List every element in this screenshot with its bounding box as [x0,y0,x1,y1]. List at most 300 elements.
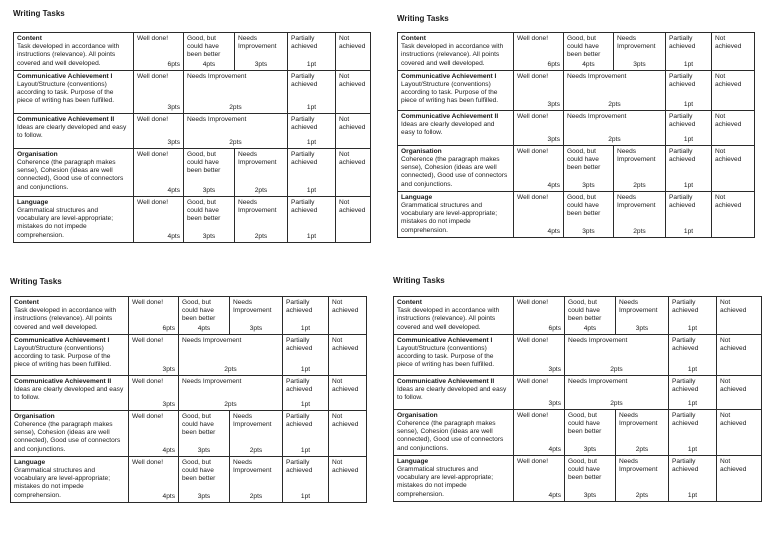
criterion-description: Layout/Structure (conventions) according to task. Purpose of the piece of writing has been fulfilled. [17,81,115,105]
level-points: 6pts [548,324,561,332]
level-points: 1pt [300,365,311,373]
level-label: Not achieved [339,198,366,215]
level-label: Not achieved [720,411,747,428]
criterion-cell [11,410,129,456]
level-label: Well done! [137,72,169,80]
level-cell [564,191,614,237]
criterion-name: Organisation [401,147,442,155]
criterion-name: Communicative Achievement II [401,112,499,120]
level-cell [564,70,666,110]
level-cell [514,70,564,110]
level-points: 4pts [582,60,595,68]
level-cell [666,70,712,110]
criterion-row [398,145,755,191]
criterion-cell [11,456,129,502]
criterion-name: Communicative Achievement I [397,336,493,344]
level-label: Well done! [517,35,549,42]
level-points: 4pts [167,232,180,240]
level-points: 2pts [224,400,237,408]
level-points: 3pts [582,227,595,235]
criterion-row [394,334,762,375]
criterion-name: Content [401,35,426,42]
level-label: Needs Improvement [617,147,656,164]
level-cell [717,297,762,335]
level-label: Well done! [517,147,549,155]
level-cell [329,334,367,375]
criterion-description: Layout/Structure (conventions) according to task. Purpose of the piece of writing has been fulfilled. [14,345,112,369]
level-points: 3pts [162,365,175,373]
criterion-row [394,297,762,335]
level-points: 1pt [683,60,694,68]
level-label: Well done! [132,412,164,420]
criterion-description: Grammatical structures and vocabulary are level-appropriate; mistakes do not impede comprehension. [401,202,498,234]
level-label: Well done! [137,35,169,42]
criterion-row [398,33,755,71]
level-cell [129,410,179,456]
level-label: Needs Improvement [619,411,658,428]
level-cell [235,33,288,71]
level-points: 3pts [548,399,561,407]
level-points: 1pt [687,445,698,453]
level-points: 3pts [167,138,180,146]
level-points: 1pt [306,186,317,194]
criterion-description: Grammatical structures and vocabulary are level-appropriate; mistakes do not impede comprehension. [14,467,111,499]
level-label: Needs Improvement [567,72,627,80]
level-label: Well done! [132,377,164,385]
level-label: Partially achieved [286,377,313,394]
level-points: 3pts [583,491,597,499]
level-cell [134,33,184,71]
level-label: Partially achieved [669,147,696,164]
level-label: Good, but could have been better [182,458,216,483]
level-points: 4pts [167,186,180,194]
level-label: Not achieved [339,115,366,132]
criterion-cell [394,297,514,335]
criterion-cell [398,110,514,145]
criterion-cell [398,70,514,110]
level-label: Not achieved [715,193,742,210]
level-cell [184,70,288,113]
level-label: Not achieved [332,412,359,429]
level-cell [669,409,717,455]
level-label: Partially achieved [291,72,318,89]
level-points: 1pt [306,60,317,68]
level-label: Needs Improvement [619,299,658,315]
level-label: Needs Improvement [233,458,272,475]
level-points: 1pt [306,232,317,240]
criterion-cell [394,375,514,409]
level-cell [134,70,184,113]
level-points: 2pts [254,186,268,194]
level-cell [179,375,283,410]
level-label: Partially achieved [286,458,313,475]
level-cell [514,334,565,375]
criterion-name: Language [397,457,429,465]
level-cell [616,409,669,455]
level-label: Well done! [132,458,164,466]
level-cell [336,70,371,113]
level-points: 2pts [633,181,646,189]
level-points: 4pts [548,491,561,499]
level-points: 2pts [254,232,268,240]
level-label: Good, but could have been better [187,35,221,59]
level-cell [712,70,755,110]
level-cell [184,33,235,71]
level-label: Needs Improvement [187,72,247,80]
level-cell [616,455,669,501]
level-label: Partially achieved [291,115,318,132]
criterion-description: Task developed in accordance with instructions (relevance). All points covered and well developed. [401,43,504,67]
level-cell [669,334,717,375]
level-label: Needs Improvement [238,150,277,167]
level-points: 3pts [583,445,597,453]
criterion-row [394,455,762,501]
level-cell [669,297,717,335]
level-points: 2pts [249,492,263,500]
criterion-description: Coherence (the paragraph makes sense), Cohesion (ideas are well connected), Good use of connectors and conjunctions. [14,421,121,453]
criterion-row [398,191,755,237]
level-label: Partially achieved [286,336,313,353]
level-label: Partially achieved [291,198,318,215]
level-points: 1pt [300,400,311,408]
panel-title: Writing Tasks [397,14,449,23]
level-points: 4pts [547,227,560,235]
level-label: Not achieved [332,458,359,475]
criterion-description: Layout/Structure (conventions) according to task. Purpose of the piece of writing has been fulfilled. [401,81,499,105]
level-cell [230,410,283,456]
level-points: 1pt [300,324,311,332]
level-cell [614,33,666,71]
level-label: Needs Improvement [617,35,656,51]
rubric-table [13,32,371,243]
criterion-row [11,410,367,456]
criterion-cell [14,33,134,71]
level-label: Needs Improvement [182,336,242,344]
level-points: 1pt [306,138,317,146]
criterion-description: Ideas are clearly developed and easy to follow. [401,121,495,137]
level-label: Needs Improvement [238,35,277,51]
criterion-cell [11,375,129,410]
criterion-row [14,113,371,148]
level-label: Good, but could have been better [187,198,221,223]
panel-title: Writing Tasks [10,277,62,286]
level-label: Well done! [517,72,549,80]
criterion-row [14,148,371,196]
level-cell [712,145,755,191]
level-cell [514,33,564,71]
level-cell [616,297,669,335]
panel-title: Writing Tasks [393,276,445,285]
level-points: 6pts [162,324,175,332]
level-points: 3pts [167,103,180,111]
level-label: Good, but could have been better [182,412,216,437]
level-points: 4pts [547,181,560,189]
level-label: Well done! [132,336,164,344]
level-cell [329,375,367,410]
criterion-description: Ideas are clearly developed and easy to follow. [14,386,124,402]
level-points: 3pts [202,186,216,194]
level-label: Well done! [517,299,549,306]
level-points: 3pts [162,400,175,408]
level-label: Well done! [517,336,549,344]
level-points: 2pts [635,445,649,453]
level-label: Good, but could have been better [567,35,601,59]
level-cell [288,113,336,148]
criterion-name: Communicative Achievement II [397,377,495,385]
level-cell [666,191,712,237]
level-cell [712,191,755,237]
level-points: 4pts [162,446,175,454]
level-cell [288,196,336,242]
criterion-name: Communicative Achievement I [17,72,113,80]
level-cell [283,297,329,335]
level-label: Not achieved [332,299,359,315]
level-points: 2pts [633,227,646,235]
panel-title: Writing Tasks [13,9,65,18]
level-cell [336,196,371,242]
level-cell [514,110,564,145]
level-label: Not achieved [332,336,359,353]
level-label: Partially achieved [672,457,699,474]
level-cell [514,409,565,455]
level-label: Well done! [137,115,169,123]
criterion-cell [14,113,134,148]
level-label: Not achieved [720,299,747,315]
criterion-cell [394,455,514,501]
level-label: Well done! [517,457,549,465]
level-label: Not achieved [339,72,366,89]
level-cell [666,110,712,145]
level-cell [230,297,283,335]
criterion-name: Communicative Achievement II [17,115,115,123]
level-points: 1pt [687,324,698,332]
level-label: Not achieved [715,112,742,129]
level-cell [329,410,367,456]
level-cell [179,456,230,502]
level-cell [565,334,669,375]
criterion-row [398,70,755,110]
level-label: Not achieved [339,35,366,51]
level-points: 1pt [306,103,317,111]
level-points: 6pts [547,60,560,68]
level-label: Good, but could have been better [567,193,601,218]
level-cell [283,334,329,375]
level-label: Well done! [132,299,164,306]
criterion-name: Language [17,198,49,206]
level-cell [614,145,666,191]
criterion-description: Coherence (the paragraph makes sense), Cohesion (ideas are well connected), Good use of connectors and conjunctions. [401,156,508,188]
level-label: Partially achieved [291,35,318,51]
level-points: 2pts [608,135,621,143]
criterion-row [11,456,367,502]
criterion-description: Coherence (the paragraph makes sense), Cohesion (ideas are well connected), Good use of connectors and conjunctions. [17,159,124,191]
level-cell [129,375,179,410]
criterion-name: Content [14,299,39,306]
level-cell [184,148,235,196]
level-label: Not achieved [720,336,747,353]
level-cell [336,33,371,71]
level-label: Well done! [517,377,549,385]
level-cell [564,145,614,191]
level-cell [179,334,283,375]
level-cell [514,297,565,335]
level-cell [514,455,565,501]
level-label: Well done! [517,411,549,419]
criterion-description: Grammatical structures and vocabulary are level-appropriate; mistakes do not impede comprehension. [17,207,114,239]
level-cell [565,455,616,501]
level-cell [565,375,669,409]
level-label: Needs Improvement [187,115,247,123]
level-cell [129,456,179,502]
level-cell [336,148,371,196]
level-cell [230,456,283,502]
criterion-description: Task developed in accordance with instructions (relevance). All points covered and well developed. [397,307,500,331]
level-cell [329,297,367,335]
level-points: 3pts [547,100,560,108]
level-points: 3pts [197,446,211,454]
level-cell [669,375,717,409]
criterion-name: Language [401,193,433,201]
level-label: Needs Improvement [568,377,628,385]
level-points: 2pts [229,103,242,111]
level-cell [717,375,762,409]
level-label: Needs Improvement [238,198,277,215]
level-cell [288,33,336,71]
level-points: 4pts [583,324,597,332]
level-points: 3pts [547,135,560,143]
level-cell [134,148,184,196]
level-cell [129,297,179,335]
level-label: Partially achieved [669,112,696,129]
level-cell [134,196,184,242]
level-cell [179,410,230,456]
rubric-table [10,296,367,503]
level-cell [666,33,712,71]
level-label: Partially achieved [291,150,318,167]
level-label: Well done! [137,150,169,158]
criterion-row [14,33,371,71]
criterion-description: Layout/Structure (conventions) according to task. Purpose of the piece of writing has been fulfilled. [397,345,495,369]
criterion-row [394,375,762,409]
level-cell [564,110,666,145]
level-cell [717,409,762,455]
criterion-name: Content [397,299,422,306]
level-points: 6pts [167,60,180,68]
level-label: Not achieved [715,147,742,164]
level-points: 2pts [610,365,623,373]
level-points: 1pt [687,491,698,499]
level-points: 3pts [635,324,649,332]
level-points: 1pt [683,135,694,143]
level-label: Not achieved [720,457,747,474]
level-points: 3pts [548,365,561,373]
criterion-row [11,375,367,410]
level-label: Partially achieved [669,193,696,210]
criterion-cell [11,334,129,375]
level-label: Good, but could have been better [187,150,221,175]
level-label: Partially achieved [672,299,699,315]
level-points: 3pts [249,324,263,332]
level-points: 2pts [635,491,649,499]
level-points: 2pts [224,365,237,373]
level-cell [179,297,230,335]
level-label: Good, but could have been better [182,299,216,323]
level-label: Needs Improvement [182,377,242,385]
level-label: Well done! [517,112,549,120]
criterion-description: Coherence (the paragraph makes sense), Cohesion (ideas are well connected), Good use of connectors and conjunctions. [397,420,504,452]
level-cell [614,191,666,237]
criterion-name: Organisation [397,411,438,419]
level-cell [669,455,717,501]
level-label: Not achieved [715,72,742,89]
level-label: Good, but could have been better [568,299,602,323]
level-label: Not achieved [332,377,359,394]
criterion-description: Task developed in accordance with instructions (relevance). All points covered and well developed. [17,43,120,67]
rubric-table [393,296,762,502]
level-label: Good, but could have been better [567,147,601,172]
level-points: 1pt [687,399,698,407]
criterion-cell [398,191,514,237]
level-cell [329,456,367,502]
level-label: Needs Improvement [567,112,627,120]
criterion-name: Organisation [17,150,58,158]
level-cell [336,113,371,148]
level-label: Not achieved [715,35,742,51]
level-label: Needs Improvement [617,193,656,210]
criterion-name: Language [14,458,46,466]
level-points: 2pts [608,100,621,108]
criterion-row [14,70,371,113]
level-points: 2pts [229,138,242,146]
level-label: Well done! [137,198,169,206]
level-cell [184,113,288,148]
criterion-name: Communicative Achievement II [14,377,112,385]
level-cell [565,409,616,455]
level-label: Needs Improvement [233,412,272,429]
level-points: 3pts [633,60,646,68]
level-cell [717,455,762,501]
level-cell [712,33,755,71]
level-cell [134,113,184,148]
level-label: Good, but could have been better [568,411,602,436]
level-cell [712,110,755,145]
criterion-description: Task developed in accordance with instructions (relevance). All points covered and well developed. [14,307,117,331]
criterion-cell [398,145,514,191]
level-label: Partially achieved [672,377,699,394]
criterion-cell [14,148,134,196]
criterion-row [14,196,371,242]
criterion-row [394,409,762,455]
level-points: 1pt [300,492,311,500]
level-cell [129,334,179,375]
criterion-row [11,297,367,335]
level-cell [283,375,329,410]
criterion-name: Communicative Achievement I [14,336,110,344]
criterion-name: Communicative Achievement I [401,72,497,80]
level-cell [235,196,288,242]
criterion-row [11,334,367,375]
criterion-name: Content [17,35,42,42]
level-label: Partially achieved [669,72,696,89]
criterion-cell [14,196,134,242]
level-label: Partially achieved [286,412,313,429]
level-cell [514,191,564,237]
level-points: 4pts [197,324,211,332]
level-label: Needs Improvement [233,299,272,315]
level-label: Not achieved [720,377,747,394]
criterion-cell [394,334,514,375]
level-points: 3pts [582,181,595,189]
